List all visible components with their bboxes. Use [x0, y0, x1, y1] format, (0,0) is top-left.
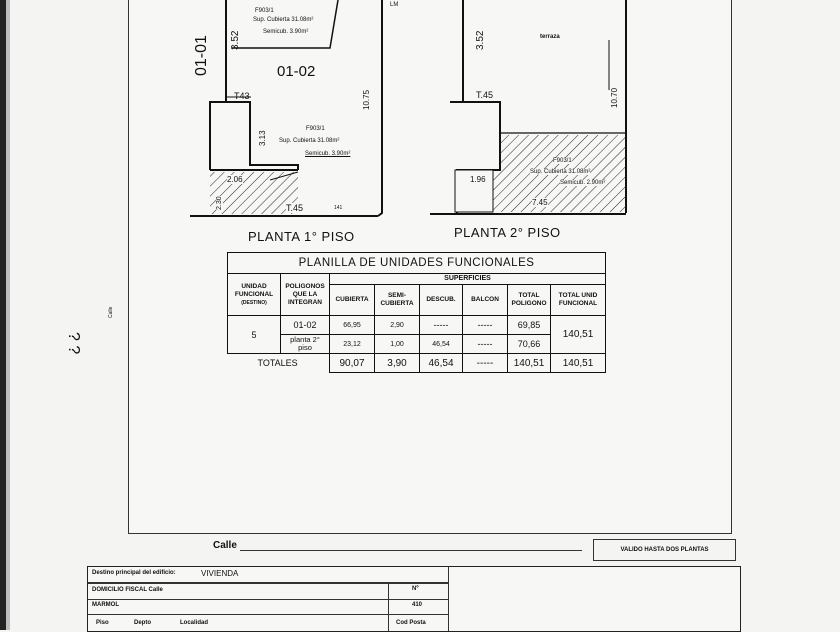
- plan-1-dim-t43: T43: [234, 91, 250, 101]
- plan-1-dim-206: 2.06: [227, 175, 243, 184]
- cod-postal-label: Cod Posta: [396, 620, 426, 626]
- depto-label: Depto: [134, 620, 151, 626]
- calle-value: MARMOL: [92, 602, 119, 608]
- nro-value: 410: [412, 602, 423, 608]
- cell-poligono: 01-02: [281, 316, 330, 335]
- form-row-domicilio: [88, 583, 448, 600]
- plan-2-dim-745: 7.45: [532, 198, 548, 207]
- plan-1-poly-top: F903/1: [255, 8, 274, 14]
- form-row-destino: [88, 567, 448, 583]
- bottom-form: [87, 566, 741, 632]
- plan-2-sup-mid: Sup. Cubierta 31.08m²: [530, 169, 591, 175]
- domicilio-label: DOMICILIO FISCAL Calle: [92, 587, 163, 593]
- plan-2-dim-352: 3.52: [475, 30, 486, 50]
- header-poligonos: POLIGONOS QUE LA INTEGRAN: [281, 274, 330, 316]
- header-total-poligono: TOTAL POLIGONO: [508, 285, 551, 316]
- header-superficies: SUPERFICIES: [330, 274, 606, 285]
- plan-1-lm: LM: [390, 2, 399, 8]
- plan-1-dim-313: 3.13: [258, 130, 267, 146]
- total-cubierta: 90,07: [330, 354, 375, 373]
- cell-descub: -----: [420, 316, 463, 335]
- form-row-calle: [88, 599, 448, 615]
- header-unidad: [228, 274, 281, 316]
- table-row: [228, 316, 606, 335]
- localidad-label: Localidad: [180, 620, 209, 626]
- header-unidad-sub: (DESTINO): [241, 299, 267, 306]
- side-calle-label: Calle: [108, 306, 114, 318]
- totals-row: [228, 354, 606, 373]
- plan-1-upper-code: 01-01: [193, 35, 210, 76]
- margin-marks: ? ?: [65, 332, 82, 355]
- cell-cubierta: 66,95: [330, 316, 375, 335]
- cell-semicubierta: 2,90: [375, 316, 420, 335]
- header-balcon: BALCON: [463, 285, 508, 316]
- total-unidad: 140,51: [551, 354, 606, 373]
- total-descub: 46,54: [420, 354, 463, 373]
- plan-1-unit-code: 01-02: [277, 63, 316, 80]
- cell-balcon: -----: [463, 335, 508, 354]
- plan-2-poly-mid: F903/1: [553, 158, 572, 164]
- calle-line: [240, 550, 582, 551]
- plan-1-semicubierta-hatch: [210, 172, 298, 214]
- cell-cubierta: 23,12: [330, 335, 375, 354]
- cell-semicubierta: 1,00: [375, 335, 420, 354]
- form-divider-right: [448, 567, 449, 631]
- cell-balcon: -----: [463, 316, 508, 335]
- header-unidad-label: UNIDAD FUNCIONAL: [234, 282, 274, 298]
- total-poligono: 140,51: [508, 354, 551, 373]
- piso-label: Piso: [96, 620, 109, 626]
- header-total-unidad: TOTAL UNID FUNCIONAL: [551, 285, 606, 316]
- plan-1-semicub-mid: Semicub. 3.90m²: [305, 151, 351, 157]
- plan-1-poly-mid: F903/1: [306, 126, 325, 132]
- plan-1-dim-141: 141: [334, 205, 343, 211]
- plan-1-sup-top: Sup. Cubierta 31.08m²: [253, 17, 314, 23]
- total-semicubierta: 3,90: [375, 354, 420, 373]
- header-semicubierta: SEMI-CUBIERTA: [375, 285, 420, 316]
- table-title: PLANILLA DE UNIDADES FUNCIONALES: [228, 253, 606, 274]
- plan-2-dim-196: 1.96: [470, 175, 486, 184]
- destino-label: Destino principal del edificio:: [92, 570, 176, 576]
- plan-1-sup-mid: Sup. Cubierta 31.08m²: [279, 138, 340, 144]
- nro-label: Nº: [412, 586, 419, 592]
- plan-2-dim-1070: 10.70: [610, 87, 619, 108]
- plan-1-dim-352: 3.52: [230, 30, 241, 50]
- plan-1-dim-230: 2.30: [216, 196, 223, 210]
- plan-1-dim-1075: 10.75: [362, 89, 371, 110]
- totals-label: TOTALES: [257, 358, 298, 369]
- plan-2-semicub-mid: Semicub. 2.90m²: [560, 180, 606, 186]
- cell-total: 70,66: [508, 335, 551, 354]
- header-descub: DESCUB.: [420, 285, 463, 316]
- cell-total: 69,85: [508, 316, 551, 335]
- plan-2-title: PLANTA 2° PISO: [454, 225, 561, 240]
- plan-1-title: PLANTA 1° PISO: [248, 229, 355, 244]
- cell-total-unidad: 140,51: [551, 316, 606, 354]
- calle-label: Calle: [213, 540, 237, 551]
- total-balcon: -----: [463, 354, 508, 373]
- table-row: [228, 335, 606, 354]
- cell-unit-number: 5: [228, 316, 281, 354]
- validity-stamp: VALIDO HASTA DOS PLANTAS: [593, 539, 736, 561]
- destino-value: VIVIENDA: [201, 569, 239, 578]
- cell-poligono: planta 2° piso: [281, 335, 330, 354]
- cell-descub: 46,54: [420, 335, 463, 354]
- unidades-funcionales-table: [227, 252, 606, 373]
- plan-1-semicub-top: Semicub. 3.90m²: [263, 29, 309, 35]
- plan-1-dim-t45: T.45: [286, 203, 304, 213]
- header-cubierta: CUBIERTA: [330, 285, 375, 316]
- plan-2-terraza: terraza: [540, 34, 560, 40]
- plan-2-dim-t45: T.45: [476, 90, 494, 100]
